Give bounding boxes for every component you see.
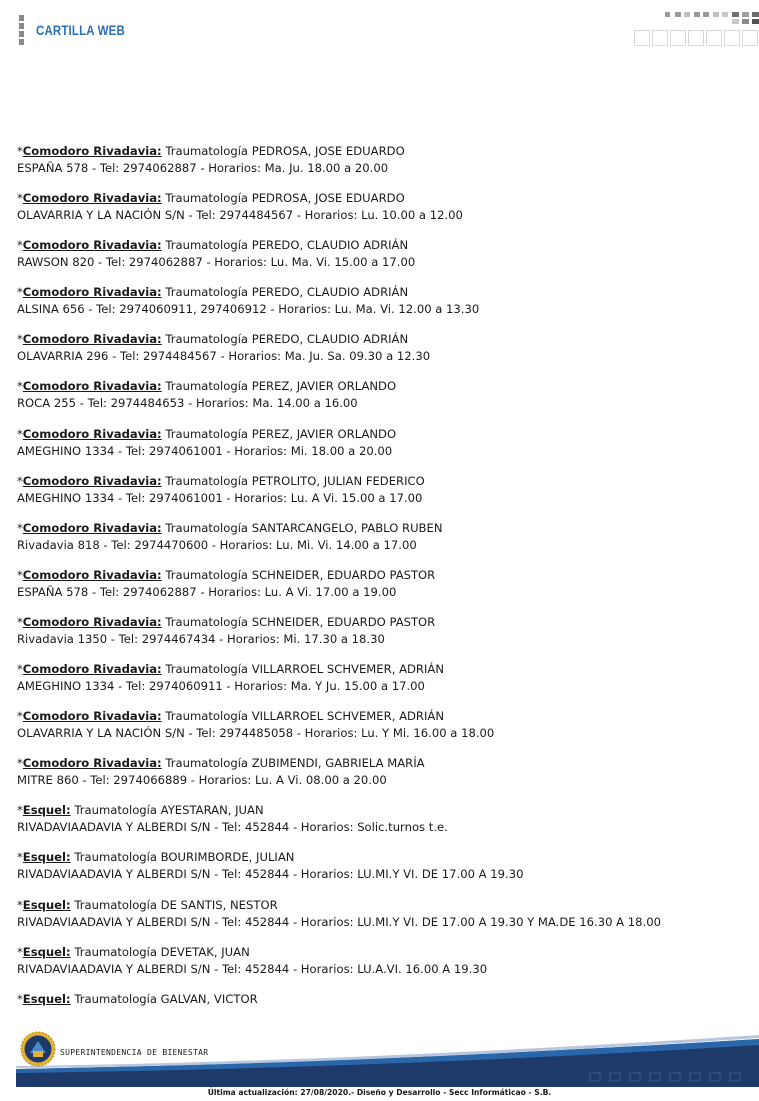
list-item — [17, 614, 747, 648]
address-phone-hours: ALSINA 656 - Tel: 2974060911, 297406912 - Horarios: Lu. Ma. Vi. 12.00 a 13.30 — [17, 302, 480, 317]
pixel-pattern-decoration — [634, 12, 759, 48]
city-label: Comodoro Rivadavia: — [22, 426, 162, 441]
address-phone-hours: RAWSON 820 - Tel: 2974062887 - Horarios: Lu. Ma. Vi. 15.00 a 17.00 — [17, 255, 416, 270]
city-label: Comodoro Rivadavia: — [22, 285, 162, 300]
provider-line: *Comodoro Rivadavia: Traumatología PEDROSA, JOSE EDUARDO — [17, 191, 405, 206]
address-phone-hours: RIVADAVIAADAVIA Y ALBERDI S/N - Tel: 452844 - Horarios: LU.MI.Y VI. DE 17.00 A 19.30 — [17, 867, 524, 882]
specialty-doctor: Traumatología PEREDO, CLAUDIO ADRIÁN — [161, 285, 409, 300]
page-title: CARTILLA WEB — [36, 22, 125, 38]
specialty-doctor: Traumatología BOURIMBORDE, JULIAN — [70, 850, 295, 865]
provider-line: *Comodoro Rivadavia: Traumatología PEREZ, JAVIER ORLANDO — [17, 426, 397, 441]
provider-line: *Comodoro Rivadavia: Traumatología SCHNEIDER, EDUARDO PASTOR — [17, 567, 436, 582]
specialty-doctor: Traumatología GALVAN, VICTOR — [70, 991, 258, 1006]
list-item — [17, 473, 747, 507]
address-phone-hours: ROCA 255 - Tel: 2974484653 - Horarios: Ma. 14.00 a 16.00 — [17, 396, 358, 411]
specialty-doctor: Traumatología DEVETAK, JUAN — [70, 944, 250, 959]
address-phone-hours: RIVADAVIAADAVIA Y ALBERDI S/N - Tel: 452844 - Horarios: LU.A.VI. 16.00 A 19.30 — [17, 961, 488, 976]
provider-line: *Comodoro Rivadavia: Traumatología SANTARCANGELO, PABLO RUBEN — [17, 520, 443, 535]
specialty-doctor: Traumatología PETROLITO, JULIAN FEDERICO — [161, 473, 425, 488]
specialty-doctor: Traumatología ZUBIMENDI, GABRIELA MARÍA — [161, 756, 425, 771]
specialty-doctor: Traumatología PEREZ, JAVIER ORLANDO — [161, 426, 397, 441]
address-phone-hours: Rivadavia 818 - Tel: 2974470600 - Horarios: Lu. Mi. Vi. 14.00 a 17.00 — [17, 537, 417, 552]
list-item — [17, 849, 747, 883]
list-item — [17, 991, 747, 1008]
last-updated-note: Última actualización: 27/08/2020.- Diseño y Desarrollo - Secc Informáticao - S.B. — [207, 1088, 552, 1097]
specialty-doctor: Traumatología PEREZ, JAVIER ORLANDO — [161, 379, 397, 394]
address-phone-hours: MITRE 860 - Tel: 2974066889 - Horarios: Lu. A Vi. 08.00 a 20.00 — [17, 773, 387, 788]
city-label: Comodoro Rivadavia: — [22, 332, 162, 347]
list-item — [17, 237, 747, 271]
city-label: Comodoro Rivadavia: — [22, 709, 162, 724]
specialty-doctor: Traumatología VILLARROEL SCHVEMER, ADRIÁN — [161, 709, 444, 724]
provider-line: *Comodoro Rivadavia: Traumatología PEREZ, JAVIER ORLANDO — [17, 379, 397, 394]
specialty-doctor: Traumatología DE SANTIS, NESTOR — [70, 897, 278, 912]
list-item — [17, 802, 747, 836]
provider-line: *Comodoro Rivadavia: Traumatología SCHNEIDER, EDUARDO PASTOR — [17, 614, 436, 629]
address-phone-hours: ESPAÑA 578 - Tel: 2974062887 - Horarios: Lu. A Vi. 17.00 a 19.00 — [17, 584, 397, 599]
provider-line: *Esquel: Traumatología AYESTARAN, JUAN — [17, 803, 264, 818]
city-label: Comodoro Rivadavia: — [22, 520, 162, 535]
provider-line: *Comodoro Rivadavia: Traumatología VILLARROEL SCHVEMER, ADRIÁN — [17, 662, 444, 677]
address-phone-hours: OLAVARRIA Y LA NACIÓN S/N - Tel: 2974484567 - Horarios: Lu. 10.00 a 12.00 — [17, 208, 463, 223]
list-item — [17, 944, 747, 978]
address-phone-hours: ESPAÑA 578 - Tel: 2974062887 - Horarios: Ma. Ju. 18.00 a 20.00 — [17, 161, 389, 175]
list-item — [17, 378, 747, 412]
specialty-doctor: Traumatología PEDROSA, JOSE EDUARDO — [161, 191, 405, 206]
page-footer — [0, 1025, 759, 1101]
provider-line: *Comodoro Rivadavia: Traumatología ZUBIMENDI, GABRIELA MARÍA — [17, 756, 425, 771]
provider-line: *Comodoro Rivadavia: Traumatología PEREDO, CLAUDIO ADRIÁN — [17, 332, 409, 347]
specialty-doctor: Traumatología PEDROSA, JOSE EDUARDO — [161, 144, 405, 158]
specialty-doctor: Traumatología PEREDO, CLAUDIO ADRIÁN — [161, 238, 409, 253]
provider-line: *Comodoro Rivadavia: Traumatología PEDROSA, JOSE EDUARDO — [17, 144, 405, 158]
address-phone-hours: RIVADAVIAADAVIA Y ALBERDI S/N - Tel: 452844 - Horarios: Solic.turnos t.e. — [17, 820, 448, 835]
address-phone-hours: AMEGHINO 1334 - Tel: 2974060911 - Horarios: Ma. Y Ju. 15.00 a 17.00 — [17, 679, 425, 694]
brand-bars-icon — [19, 15, 24, 47]
city-label: Comodoro Rivadavia: — [22, 756, 162, 771]
specialty-doctor: Traumatología SCHNEIDER, EDUARDO PASTOR — [161, 567, 436, 582]
list-item — [17, 520, 747, 554]
organization-name: SUPERINTENDENCIA DE BIENESTAR — [60, 1048, 209, 1057]
city-label: Comodoro Rivadavia: — [22, 191, 162, 206]
list-item — [17, 284, 747, 318]
list-item — [17, 426, 747, 460]
list-item — [17, 331, 747, 365]
superintendencia-seal-logo — [20, 1031, 56, 1067]
provider-line: *Esquel: Traumatología GALVAN, VICTOR — [17, 991, 258, 1006]
city-label: Esquel: — [22, 897, 71, 912]
address-phone-hours: AMEGHINO 1334 - Tel: 2974061001 - Horarios: Mi. 18.00 a 20.00 — [17, 443, 393, 458]
list-item — [17, 661, 747, 695]
specialty-doctor: Traumatología PEREDO, CLAUDIO ADRIÁN — [161, 332, 409, 347]
specialty-doctor: Traumatología SANTARCANGELO, PABLO RUBEN — [161, 520, 443, 535]
provider-line: *Esquel: Traumatología BOURIMBORDE, JULIAN — [17, 850, 295, 865]
list-item — [17, 190, 747, 224]
list-item — [17, 897, 747, 931]
provider-line: *Comodoro Rivadavia: Traumatología PEREDO, CLAUDIO ADRIÁN — [17, 238, 409, 253]
city-label: Comodoro Rivadavia: — [22, 567, 162, 582]
provider-line: *Comodoro Rivadavia: Traumatología PETROLITO, JULIAN FEDERICO — [17, 473, 425, 488]
city-label: Comodoro Rivadavia: — [22, 144, 162, 158]
list-item — [17, 567, 747, 601]
city-label: Esquel: — [22, 803, 71, 818]
page-header — [0, 0, 759, 60]
specialty-doctor: Traumatología VILLARROEL SCHVEMER, ADRIÁN — [161, 662, 444, 677]
list-item — [17, 143, 747, 177]
address-phone-hours: AMEGHINO 1334 - Tel: 2974061001 - Horarios: Lu. A Vi. 15.00 a 17.00 — [17, 490, 423, 505]
city-label: Comodoro Rivadavia: — [22, 473, 162, 488]
address-phone-hours: RIVADAVIAADAVIA Y ALBERDI S/N - Tel: 452844 - Horarios: LU.MI.Y VI. DE 17.00 A 19.30 Y MA.DE 16.30 A 18.00 — [17, 914, 661, 929]
provider-line: *Comodoro Rivadavia: Traumatología PEREDO, CLAUDIO ADRIÁN — [17, 285, 409, 300]
list-item — [17, 755, 747, 789]
specialty-doctor: Traumatología SCHNEIDER, EDUARDO PASTOR — [161, 614, 436, 629]
provider-line: *Comodoro Rivadavia: Traumatología VILLARROEL SCHVEMER, ADRIÁN — [17, 709, 444, 724]
address-phone-hours: OLAVARRIA Y LA NACIÓN S/N - Tel: 2974485058 - Horarios: Lu. Y Mi. 16.00 a 18.00 — [17, 726, 495, 741]
city-label: Esquel: — [22, 944, 71, 959]
city-label: Esquel: — [22, 850, 71, 865]
city-label: Comodoro Rivadavia: — [22, 379, 162, 394]
provider-line: *Esquel: Traumatología DEVETAK, JUAN — [17, 944, 250, 959]
footer-wave-decoration — [0, 1025, 759, 1089]
city-label: Esquel: — [22, 991, 71, 1006]
address-phone-hours: Rivadavia 1350 - Tel: 2974467434 - Horarios: Mi. 17.30 a 18.30 — [17, 631, 385, 646]
city-label: Comodoro Rivadavia: — [22, 238, 162, 253]
specialty-doctor: Traumatología AYESTARAN, JUAN — [70, 803, 264, 818]
city-label: Comodoro Rivadavia: — [22, 662, 162, 677]
list-item — [17, 708, 747, 742]
city-label: Comodoro Rivadavia: — [22, 614, 162, 629]
provider-line: *Esquel: Traumatología DE SANTIS, NESTOR — [17, 897, 278, 912]
address-phone-hours: OLAVARRIA 296 - Tel: 2974484567 - Horarios: Ma. Ju. Sa. 09.30 a 12.30 — [17, 349, 431, 364]
provider-list — [17, 143, 747, 1021]
